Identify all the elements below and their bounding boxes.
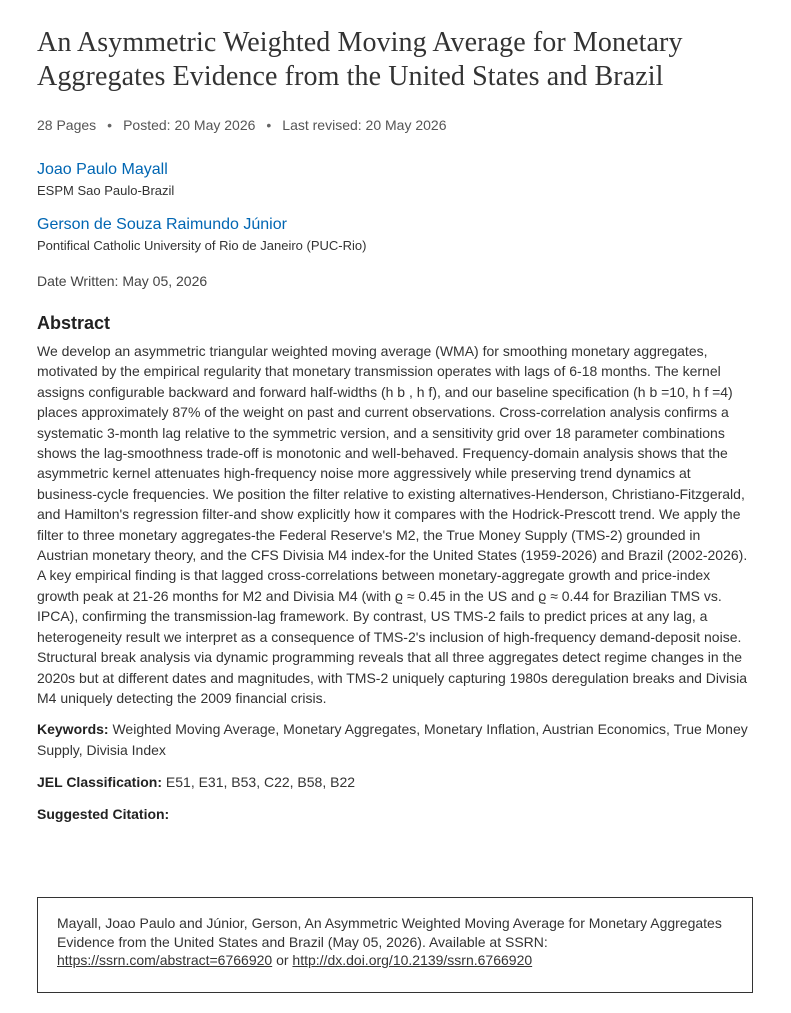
author-affiliation: ESPM Sao Paulo-Brazil xyxy=(37,183,175,198)
meta-separator: • xyxy=(266,117,272,133)
citation-or: or xyxy=(276,952,289,968)
author-2 xyxy=(37,215,757,255)
keywords xyxy=(37,719,749,760)
keywords-label: Keywords: xyxy=(37,721,109,738)
keywords-value: Weighted Moving Average, Monetary Aggregates, Monetary Inflation, Austrian Economics, True Money Supply, Divisia Index xyxy=(37,721,748,758)
jel-value: E51, E31, B53, C22, B58, B22 xyxy=(165,774,356,791)
page-count: 28 Pages xyxy=(37,117,97,133)
author-link[interactable]: Gerson de Souza Raimundo Júnior xyxy=(37,216,287,233)
jel-classification xyxy=(37,772,757,792)
meta-separator: • xyxy=(107,117,113,133)
paper-title: An Asymmetric Weighted Moving Average for Monetary Aggregates Evidence from the United States and Brazil xyxy=(37,27,683,92)
citation-text: Mayall, Joao Paulo and Júnior, Gerson, An Asymmetric Weighted Moving Average for Monetary Aggregates Evidence from the United States and Brazil (May 05, 2026). Available at SSRN: xyxy=(57,915,722,950)
posted-date: Posted: 20 May 2026 xyxy=(123,117,256,133)
suggested-citation-label: Suggested Citation: xyxy=(37,806,170,823)
revised-date: Last revised: 20 May 2026 xyxy=(282,117,447,133)
citation-box xyxy=(37,897,753,993)
abstract-heading: Abstract xyxy=(37,313,111,333)
doi-link[interactable]: http://dx.doi.org/10.2139/ssrn.6766920 xyxy=(292,952,533,968)
author-affiliation: Pontifical Catholic University of Rio de Janeiro (PUC-Rio) xyxy=(37,238,367,253)
jel-label: JEL Classification: xyxy=(37,774,163,791)
author-1 xyxy=(37,160,757,200)
abstract-text: We develop an asymmetric triangular weighted moving average (WMA) for smoothing monetary aggregates, motivated by the empirical regularity that monetary transmission operates with lags of 6-18 months. The kernel assigns configurable backward and forward half-widths (h b , h f), and our baseline specification (h b =10, h f =4) places approximately 87% of the weight on past and current observations. Cross-correlation analysis confirms a systematic 3-month lag relative to the symmetric version, and a sensitivity grid over 18 parameter combinations shows the lag-smoothness trade-off is monotonic and well-behaved. Frequency-domain analysis shows that the asymmetric kernel attenuates high-frequency noise more aggressively while preserving trend dynamics at business-cycle frequencies. We position the filter relative to existing alternatives-Henderson, Christiano-Fitzgerald, and Hamilton's regression filter-and show explicitly how it compares with the Hodrick-Prescott trend. We apply the filter to three monetary aggregates-the Federal Reserve's M2, the True Money Supply (TMS-2) grounded in Austrian monetary theory, and the CFS Divisia M4 index-for the United States (1959-2026) and Brazil (2002-2026). A key empirical finding is that lagged cross-correlations between monetary-aggregate growth and price-index growth peak at 21-26 months for M2 and Divisia M4 (with ϱ ≈ 0.45 in the US and ϱ ≈ 0.44 for Brazilian TMS vs. IPCA), confirming the transmission-lag framework. By contrast, US TMS-2 fails to predict prices at any lag, a heterogeneity result we interpret as a consequence of TMS-2's inclusion of high-frequency demand-deposit noise. Structural break analysis via dynamic programming reveals that all three aggregates detect regime changes in the 2020s but at different dates and magnitudes, with TMS-2 uniquely capturing 1980s deregulation breaks and Divisia M4 uniquely detecting the 2009 financial crisis. xyxy=(37,343,748,706)
date-written: Date Written: May 05, 2026 xyxy=(37,273,208,289)
paper-meta xyxy=(37,115,757,135)
author-link[interactable]: Joao Paulo Mayall xyxy=(37,161,168,178)
ssrn-link[interactable]: https://ssrn.com/abstract=6766920 xyxy=(57,952,273,968)
paper-page xyxy=(37,26,757,824)
